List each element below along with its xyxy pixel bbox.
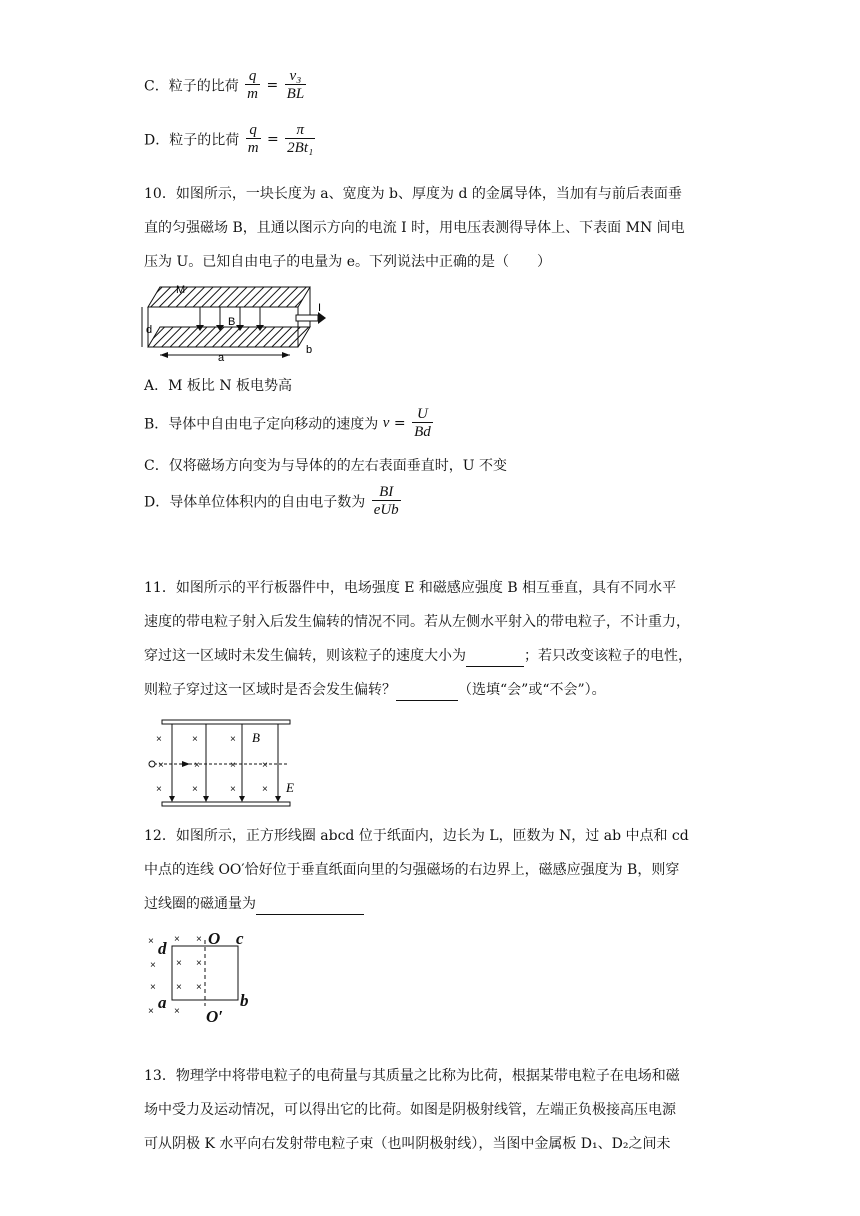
svg-text:×: × [158,760,164,771]
q11-blank-deflect[interactable] [396,680,458,701]
svg-text:×: × [156,734,162,745]
q9d-rhs-fraction: $\frac{\pi}{\text{2Bt₁}}$ [287,122,314,156]
fig12-label-b: b [240,991,249,1010]
fig12-label-o: O [208,929,221,948]
svg-text:×: × [196,934,202,945]
fig12-label-a: a [158,993,167,1012]
q10b-fraction: $\frac{U}{Bd}$ [414,406,431,440]
svg-text:×: × [156,784,162,795]
fig12-label-c: c [236,929,244,948]
q12-line-3: 过线圈的磁通量为 [144,894,364,915]
q10-line-3: 压为 U。已知自由电子的电量为 e。下列说法中正确的是（ ） [144,254,551,270]
svg-text:×: × [196,982,202,993]
q10-option-d: D．导体单位体积内的自由电子数为 $\frac{BI}{\text{eUb}}$ [144,484,399,518]
q12-blank-flux[interactable] [256,894,364,915]
svg-text:×: × [230,784,236,795]
svg-text:×: × [192,784,198,795]
q11-blank-speed[interactable] [466,646,524,667]
q10-option-b: B．导体中自由电子定向移动的速度为 v = $\frac{U}{Bd}$ [144,406,431,440]
svg-text:×: × [192,734,198,745]
q11-line-1: 11．如图所示的平行板器件中，电场强度 E 和磁感应强度 B 相互垂直，具有不同水平 [144,580,677,596]
q13-line-2: 场中受力及运动情况，可以得出它的比荷。如图是阴极射线管，左端正负极接高压电源 [144,1102,676,1118]
svg-text:×: × [230,734,236,745]
q10-option-a: A．M 板比 N 板电势高 [144,378,293,394]
svg-text:×: × [176,958,182,969]
q11-line-3: 穿过这一区域时未发生偏转，则该粒子的速度大小为 ；若只改变该粒子的电性， [144,646,692,667]
q10-line-2: 直的匀强磁场 B，且通以图示方向的电流 I 时，用电压表测得导体上、下表面 MN 间电 [144,220,685,236]
svg-text:×: × [174,934,180,945]
q9d-lhs-fraction: $\frac{q}{m}$ [247,122,259,156]
fig10-label-i: I [318,302,322,314]
q9-option-d: D．粒子的比荷 $\frac{q}{m}$ = $\frac{\pi}{\text{2Bt₁}}$ [144,122,314,156]
q9c-rhs-fraction: $\frac{\text{v₃}}{BL}$ [286,68,305,102]
fig10-label-a: a [218,352,225,364]
svg-text:×: × [194,760,200,771]
svg-text:×: × [262,784,268,795]
q9c-lhs-fraction: $\frac{q}{m}$ [247,68,259,102]
q10d-fraction: $\frac{BI}{\text{eUb}}$ [373,484,399,518]
fig10-label-d: d [146,324,153,336]
svg-text:×: × [150,960,156,971]
fig11-label-b: B [252,730,260,745]
svg-text:×: × [148,936,154,947]
q11-line-4: 则粒子穿过这一区域时是否会发生偏转？ （选填“会”或“不会”）。 [144,680,606,701]
svg-text:×: × [176,982,182,993]
q12-line-2: 中点的连线 OO′恰好位于垂直纸面向里的匀强磁场的右边界上，磁感应强度为 B，则穿 [144,862,680,878]
svg-text:×: × [196,958,202,969]
svg-text:×: × [148,1006,154,1017]
q12-coil-figure [146,926,266,1026]
svg-text:×: × [230,760,236,771]
fig12-label-o-prime: O′ [206,1007,224,1026]
fig10-label-m: M [176,284,186,296]
q10-option-c: C．仅将磁场方向变为与导体的的左右表面垂直时，U 不变 [144,458,507,474]
q13-line-1: 13．物理学中将带电粒子的电荷量与其质量之比称为比荷，根据某带电粒子在电场和磁 [144,1068,680,1084]
q11-velocity-selector-figure [146,718,296,808]
svg-text:×: × [174,1006,180,1017]
q13-line-3: 可从阴极 K 水平向右发射带电粒子束（也叫阴极射线），当图中金属板 D₁、D₂之间未 [144,1136,671,1152]
fig12-label-d: d [158,939,167,958]
fig11-label-e: E [286,780,294,795]
fig10-label-b: B [228,316,236,328]
svg-text:×: × [262,760,268,771]
q12-line-1: 12．如图所示，正方形线圈 abcd 位于纸面内，边长为 L，匝数为 N，过 ab 中点和 cd [144,828,689,844]
q9d-prefix: D．粒子的比荷 [144,132,240,149]
fig10-label-width: b [306,344,313,356]
q9-option-c: C．粒子的比荷 $\frac{q}{m}$ = $\frac{\text{v₃}}{BL}$ [144,68,305,102]
q11-line-2: 速度的带电粒子射入后发生偏转的情况不同。若从左侧水平射入的带电粒子，不计重力， [144,614,690,630]
q10-line-1: 10．如图所示，一块长度为 a、宽度为 b、厚度为 d 的金属导体，当加有与前后表面垂 [144,186,682,202]
q10-conductor-figure [140,283,330,363]
svg-text:×: × [150,982,156,993]
q9c-prefix: C．粒子的比荷 [144,78,239,95]
